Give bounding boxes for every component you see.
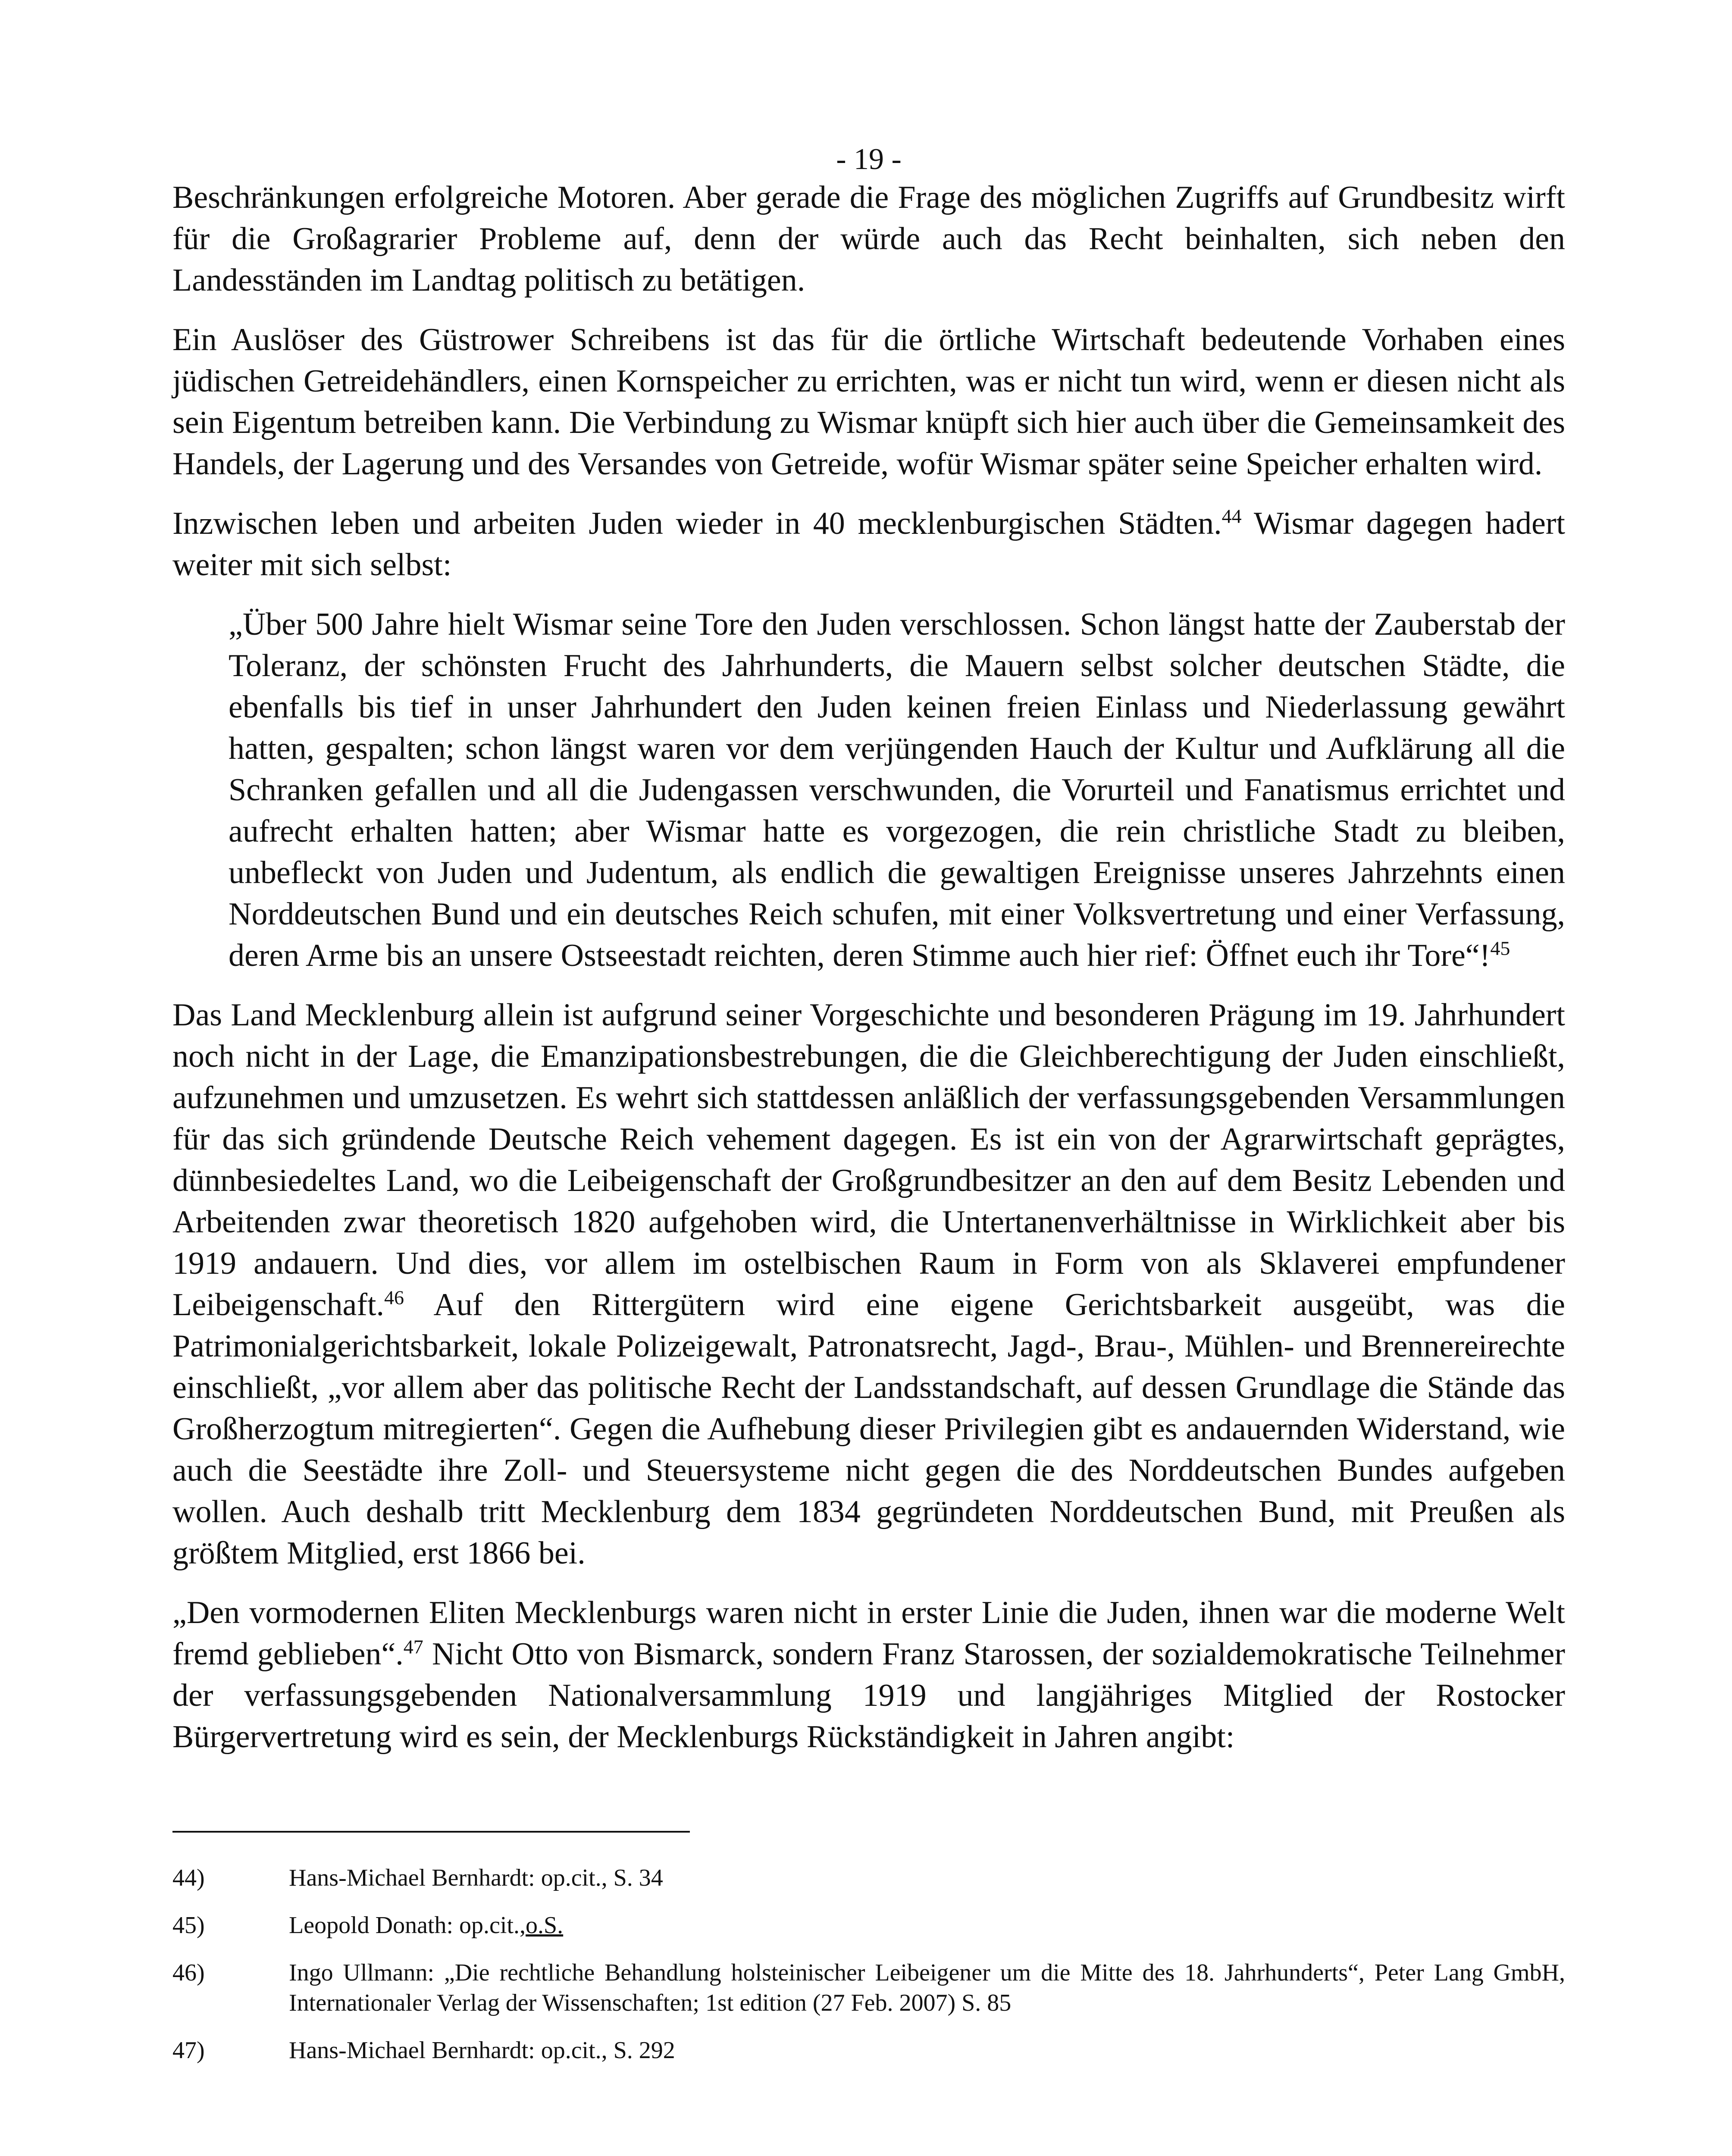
footnote-text: Leopold Donath: op.cit., (289, 1912, 526, 1939)
paragraph-5-text-b: Nicht Otto von Bismarck, sondern Franz Starossen, der sozialdemokratische Teilnehmer der verfassungsgebenden Nationalversammlung 1919 und langjähriges Mitglied der Rostocker Bürgervertretung wird es sein, der Mecklenburgs Rückständigkeit in Jahren angibt: (172, 1636, 1565, 1755)
paragraph-2 (172, 319, 1565, 485)
footnote-45 (172, 1910, 1565, 1940)
paragraph-2-text: Ein Auslöser des Güstrower Schreibens ist das für die örtliche Wirtschaft bedeutende Vorhaben eines jüdischen Getreidehändlers, einen Kornspeicher zu errichten, was er nicht tun wird, wenn er diesen nicht als sein Eigentum betreiben kann. Die Verbindung zu Wismar knüpft sich hier auch über die Gemeinsamkeit des Handels, der Lagerung und des Versandes von Getreide, wofür Wismar später seine Speicher erhalten wird. (172, 322, 1565, 482)
footnote-ref-46: 46 (384, 1286, 404, 1309)
footnote-link[interactable]: o.S. (526, 1912, 564, 1939)
paragraph-3-text-a: Inzwischen leben und arbeiten Juden wieder in 40 mecklenburgischen Städten. (172, 506, 1222, 541)
paragraph-1-text: Beschränkungen erfolgreiche Motoren. Aber gerade die Frage des möglichen Zugriffs auf Grundbesitz wirft für die Großagrarier Probleme auf, denn der würde auch das Recht beinhalten, sich neben den Landesständen im Landtag politisch zu betätigen. (172, 180, 1565, 298)
footnote-number: 47) (172, 2037, 205, 2064)
paragraph-5 (172, 1592, 1565, 1758)
footnote-ref-45: 45 (1490, 937, 1510, 959)
block-quote (229, 604, 1565, 976)
footnote-47 (172, 2035, 1565, 2065)
footnote-44 (172, 1863, 1565, 1893)
footnote-number: 46) (172, 1959, 205, 1986)
block-quote-text: „Über 500 Jahre hielt Wismar seine Tore den Juden verschlossen. Schon längst hatte der Zauberstab der Toleranz, der schönsten Frucht des Jahrhunderts, die Mauern selbst solcher deutschen Städte, die ebenfalls bis tief in unser Jahrhundert den Juden keinen freien Einlass und Niederlassung gewährt hatten, gespalten; schon längst waren vor dem verjüngenden Hauch der Kultur und Aufklärung all die Schranken gefallen und all die Judengassen verschwunden, die Vorurteil und Fanatismus errichtet und aufrecht erhalten hatten; aber Wismar hatte es vorgezogen, die rein christliche Stadt zu bleiben, unbefleckt von Juden und Judentum, als endlich die gewaltigen Ereignisse unseres Jahrzehnts einen Norddeutschen Bund und ein deutsches Reich schufen, mit einer Volksvertretung und einer Verfassung, deren Arme bis an unsere Ostseestadt reichten, deren Stimme auch hier rief: Öffnet euch ihr Tore“! (229, 607, 1565, 973)
paragraph-4-text-a: Das Land Mecklenburg allein ist aufgrund seiner Vorgeschichte und besonderen Prägung im 19. Jahrhundert noch nicht in der Lage, die Emanzipationsbestrebungen, die die Gleichberechtigung der Juden einschließt, aufzunehmen und umzusetzen. Es wehrt sich stattdessen anläßlich der verfassungsgebenden Versammlungen für das sich gründende Deutsche Reich vehement dagegen. Es ist ein von der Agrarwirtschaft geprägtes, dünnbesiedeltes Land, wo die Leibeigenschaft der Großgrundbesitzer an den auf dem Besitz Lebenden und Arbeitenden zwar theoretisch 1820 aufgehoben wird, die Untertanenverhältnisse in Wirklichkeit aber bis 1919 andauern. Und dies, vor allem im ostelbischen Raum in Form von als Sklaverei empfundener Leibeigenschaft. (172, 997, 1565, 1322)
footnote-number: 45) (172, 1912, 205, 1939)
document-page (172, 142, 1565, 2083)
footnote-text: Hans-Michael Bernhardt: op.cit., S. 292 (289, 2037, 675, 2064)
footnote-ref-47: 47 (403, 1636, 423, 1658)
footnote-text: Hans-Michael Bernhardt: op.cit., S. 34 (289, 1865, 663, 1891)
paragraph-5-text-a: „Den vormodernen Eliten Mecklenburgs waren nicht in erster Linie die Juden, ihnen war die moderne Welt fremd geblieben“. (172, 1595, 1565, 1672)
footnote-text: Ingo Ullmann: „Die rechtliche Behandlung holsteinischer Leibeigener um die Mitte des 18. Jahrhunderts“, Peter Lang GmbH, Internationaler Verlag der Wissenschaften; 1st edition (27 Feb. 2007) S. 85 (289, 1959, 1565, 2016)
footnote-number: 44) (172, 1865, 205, 1891)
footnote-ref-44: 44 (1221, 505, 1242, 527)
footnote-divider (172, 1831, 690, 1833)
paragraph-4-text-b: Auf den Rittergütern wird eine eigene Gerichtsbarkeit ausgeübt, was die Patrimonialgerichtsbarkeit, lokale Polizeigewalt, Patronatsrecht, Jagd-, Brau-, Mühlen- und Brennereirechte einschließt, „vor allem aber das politische Recht der Landsstandschaft, auf dessen Grundlage die Stände das Großherzogtum mitregierten“. Gegen die Aufhebung dieser Privilegien gibt es andauernden Widerstand, wie auch die Seestädte ihre Zoll- und Steuersysteme nicht gegen die des Norddeutschen Bundes aufgeben wollen. Auch deshalb tritt Mecklenburg dem 1834 gegründeten Norddeutschen Bund, mit Preußen als größtem Mitglied, erst 1866 bei. (172, 1287, 1565, 1571)
paragraph-4 (172, 994, 1565, 1574)
paragraph-1 (172, 177, 1565, 301)
paragraph-3-text-b: Wismar dagegen hadert weiter mit sich selbst: (172, 506, 1565, 583)
footnote-text-container (289, 1910, 1565, 1940)
paragraph-3 (172, 503, 1565, 586)
page-number: - 19 - (836, 143, 902, 176)
footnote-46 (172, 1958, 1565, 2018)
